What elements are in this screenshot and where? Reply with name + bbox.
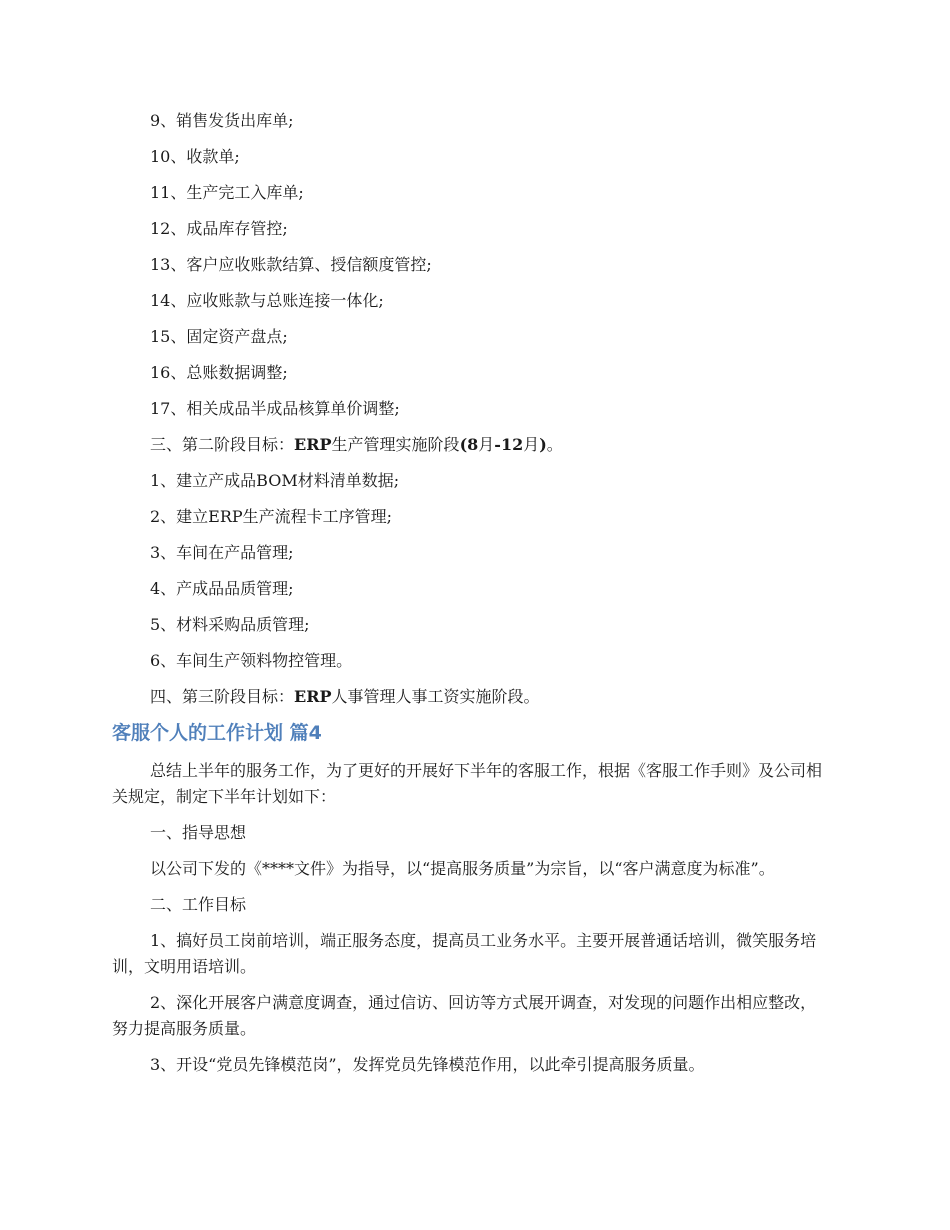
paragraph: 以公司下发的《****文件》为指导，以“提高服务质量”为宗旨，以“客户满意度为标准”。 [150,859,775,878]
section-heading: 客服个人的工作计划 篇4 [112,722,322,744]
stage-three-prefix: 四、第三阶段目标： [150,687,295,706]
list-item: 17、相关成品半成品核算单价调整; [150,399,400,418]
list-item: 12、成品库存管控; [150,219,288,238]
stage-two-month-label-1: 月 [478,435,495,454]
list-item: 15、固定资产盘点; [150,327,288,346]
paragraph: 总结上半年的服务工作，为了更好的开展好下半年的客服工作，根据《客服工作手则》及公司相关规定，制定下半年计划如下： [112,761,823,806]
stage-two-paren-open: ( [459,435,468,454]
paragraph: 一、指导思想 [150,823,247,842]
list-item: 16、总账数据调整; [150,363,288,382]
stage-two-erp: ERP [294,435,332,454]
list-item: 5、材料采购品质管理; [150,615,310,634]
stage-three-line [112,684,832,710]
stage-three-erp: ERP [294,687,332,706]
stage-two-month-start: 8 [467,435,479,454]
list-item: 13、客户应收账款结算、授信额度管控; [150,255,432,274]
stage-two-month-label-2: 月 [523,435,540,454]
paragraph: 二、工作目标 [150,895,247,914]
list-item: 10、收款单; [150,147,240,166]
list-item: 4、产成品品质管理; [150,579,294,598]
list-item: 14、应收账款与总账连接一体化; [150,291,384,310]
list-item: 6、车间生产领料物控管理。 [150,651,353,670]
list-item: 9、销售发货出库单; [150,111,294,130]
stage-two-line [112,432,832,458]
stage-three-rest: 人事管理人事工资实施阶段。 [331,687,540,706]
list-item: 1、建立产成品BOM材料清单数据; [150,471,400,490]
stage-two-dash: - [494,435,501,454]
list-item: 3、车间在产品管理; [150,543,294,562]
list-item: 11、生产完工入库单; [150,183,304,202]
stage-two-paren-close: ) [539,435,547,454]
document-page [112,108,832,1088]
paragraph: 2、深化开展客户满意度调查，通过信访、回访等方式展开调查，对发现的问题作出相应整改，努力提高服务质量。 [112,993,817,1038]
stage-two-end: 。 [546,435,563,454]
list-item: 2、建立ERP生产流程卡工序管理; [150,507,393,526]
stage-two-prefix: 三、第二阶段目标： [150,435,295,454]
paragraph: 1、搞好员工岗前培训，端正服务态度，提高员工业务水平。主要开展普通话培训，微笑服务培训，文明用语培训。 [112,931,817,976]
stage-two-month-end: 12 [500,435,524,454]
paragraph: 3、开设“党员先锋模范岗”，发挥党员先锋模范作用，以此牵引提高服务质量。 [150,1055,705,1074]
stage-two-middle: 生产管理实施阶段 [331,435,460,454]
